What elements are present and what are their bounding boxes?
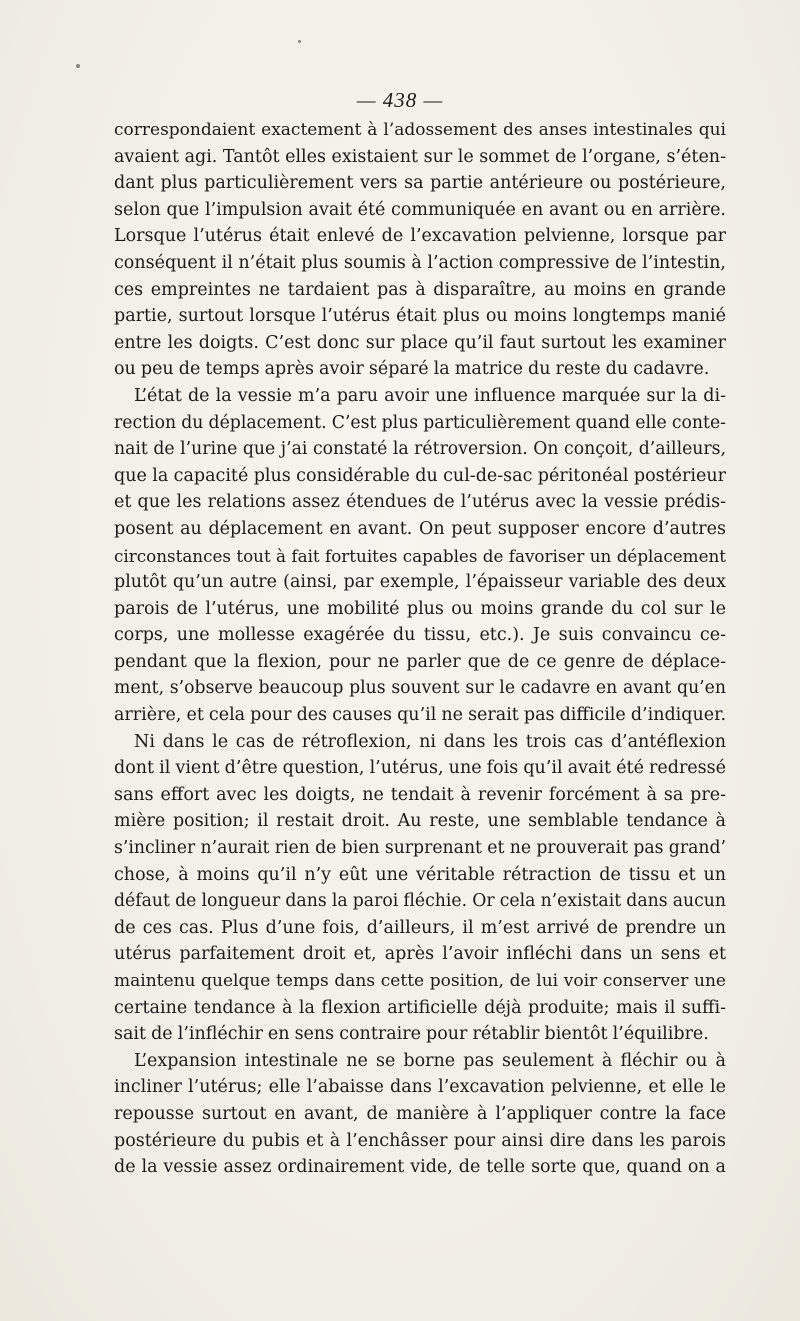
text-line: de ces cas. Plus d’une fois, d’ailleurs, il m’est arrivé de prendre un bbox=[114, 917, 726, 938]
text-line: maintenu quelque temps dans cette position, de lui voir conserver une bbox=[114, 971, 726, 991]
text-line: de la vessie assez ordinairement vide, de telle sorte que, quand on a bbox=[114, 1157, 726, 1178]
body-text bbox=[114, 117, 726, 1181]
text-line: arrière, et cela pour des causes qu’il ne serait pas difficile d’indiquer. bbox=[114, 705, 727, 726]
text-line: conséquent il n’était plus soumis à l’action compressive de l’intestin, bbox=[114, 252, 726, 273]
text-line: chose, à moins qu’il n’y eût une véritable rétraction de tissu et un bbox=[114, 864, 726, 885]
text-line: corps, une mollesse exagérée du tissu, etc.). Je suis convaincu ce- bbox=[114, 625, 726, 646]
text-line: posent au déplacement en avant. On peut supposer encore d’autres bbox=[114, 518, 726, 539]
text-line: dant plus particulièrement vers sa partie antérieure ou postérieure, bbox=[114, 173, 726, 194]
text-line: mière position; il restait droit. Au reste, une semblable tendance à bbox=[114, 811, 726, 832]
text-line: sans effort avec les doigts, ne tendait à revenir forcément à sa pre- bbox=[114, 784, 726, 805]
text-line: défaut de longueur dans la paroi fléchie. Or cela n’existait dans aucun bbox=[114, 891, 726, 912]
text-line: dont il vient d’être question, l’utérus, une fois qu’il avait été redressé bbox=[114, 758, 726, 779]
text-line: plutôt qu’un autre (ainsi, par exemple, l’épaisseur variable des deux bbox=[114, 572, 726, 593]
text-line: s’incliner n’aurait rien de bien surprenant et ne prouverait pas grand’ bbox=[114, 838, 726, 859]
text-line: que la capacité plus considérable du cul-de-sac péritonéal postérieur bbox=[114, 465, 726, 486]
page-number: — 438 — bbox=[356, 88, 444, 112]
text-line: selon que l’impulsion avait été communiquée en avant ou en arrière. bbox=[114, 199, 726, 220]
text-line: rection du déplacement. C’est plus particulièrement quand elle conte- bbox=[114, 412, 726, 433]
text-line: avaient agi. Tantôt elles existaient sur le sommet de l’organe, s’éten- bbox=[114, 146, 726, 167]
text-line: circonstances tout à fait fortuites capables de favoriser un déplacement bbox=[114, 545, 726, 566]
text-line: utérus parfaitement droit et, après l’avoir infléchi dans un sens et bbox=[114, 944, 726, 965]
text-line: Lorsque l’utérus était enlevé de l’excavation pelvienne, lorsque par bbox=[114, 226, 726, 247]
text-line: sait de l’infléchir en sens contraire pour rétablir bientôt l’équilibre. bbox=[114, 1024, 709, 1045]
text-line: pendant que la flexion, pour ne parler que de ce genre de déplace- bbox=[114, 651, 726, 672]
text-line: ment, s’observe beaucoup plus souvent sur le cadavre en avant qu’en bbox=[114, 678, 726, 699]
text-line: parois de l’utérus, une mobilité plus ou moins grande du col sur le bbox=[114, 598, 726, 619]
text-line: incliner l’utérus; elle l’abaisse dans l’excavation pelvienne, et elle le bbox=[114, 1077, 726, 1098]
text-line: L’état de la vessie m’a paru avoir une influence marquée sur la di- bbox=[134, 385, 726, 406]
text-line: repousse surtout en avant, de manière à l’appliquer contre la face bbox=[114, 1103, 726, 1124]
text-line: ou peu de temps après avoir séparé la matrice du reste du cadavre. bbox=[114, 359, 710, 380]
text-line: ces empreintes ne tardaient pas à disparaître, au moins en grande bbox=[114, 279, 726, 300]
text-line: postérieure du pubis et à l’enchâsser pour ainsi dire dans les parois bbox=[114, 1130, 726, 1151]
text-line: partie, surtout lorsque l’utérus était plus ou moins longtemps manié bbox=[114, 306, 726, 327]
text-line: entre les doigts. C’est donc sur place qu’il faut surtout les examiner bbox=[114, 332, 726, 353]
text-line: Ni dans le cas de rétroflexion, ni dans les trois cas d’antéflexion bbox=[134, 731, 726, 752]
text-line: nait de l’urine que j’ai constaté la rétroversion. On conçoit, d’ailleurs, bbox=[114, 439, 726, 460]
paper-speck bbox=[298, 40, 301, 43]
text-line: et que les relations assez étendues de l’utérus avec la vessie prédis- bbox=[114, 492, 726, 513]
text-line: L’expansion intestinale ne se borne pas seulement à fléchir ou à bbox=[134, 1050, 726, 1071]
text-line: correspondaient exactement à l’adossement des anses intestinales qui bbox=[114, 120, 726, 140]
paper-speck bbox=[76, 64, 80, 68]
text-line: certaine tendance à la flexion artificielle déjà produite; mais il suffi- bbox=[114, 997, 726, 1018]
